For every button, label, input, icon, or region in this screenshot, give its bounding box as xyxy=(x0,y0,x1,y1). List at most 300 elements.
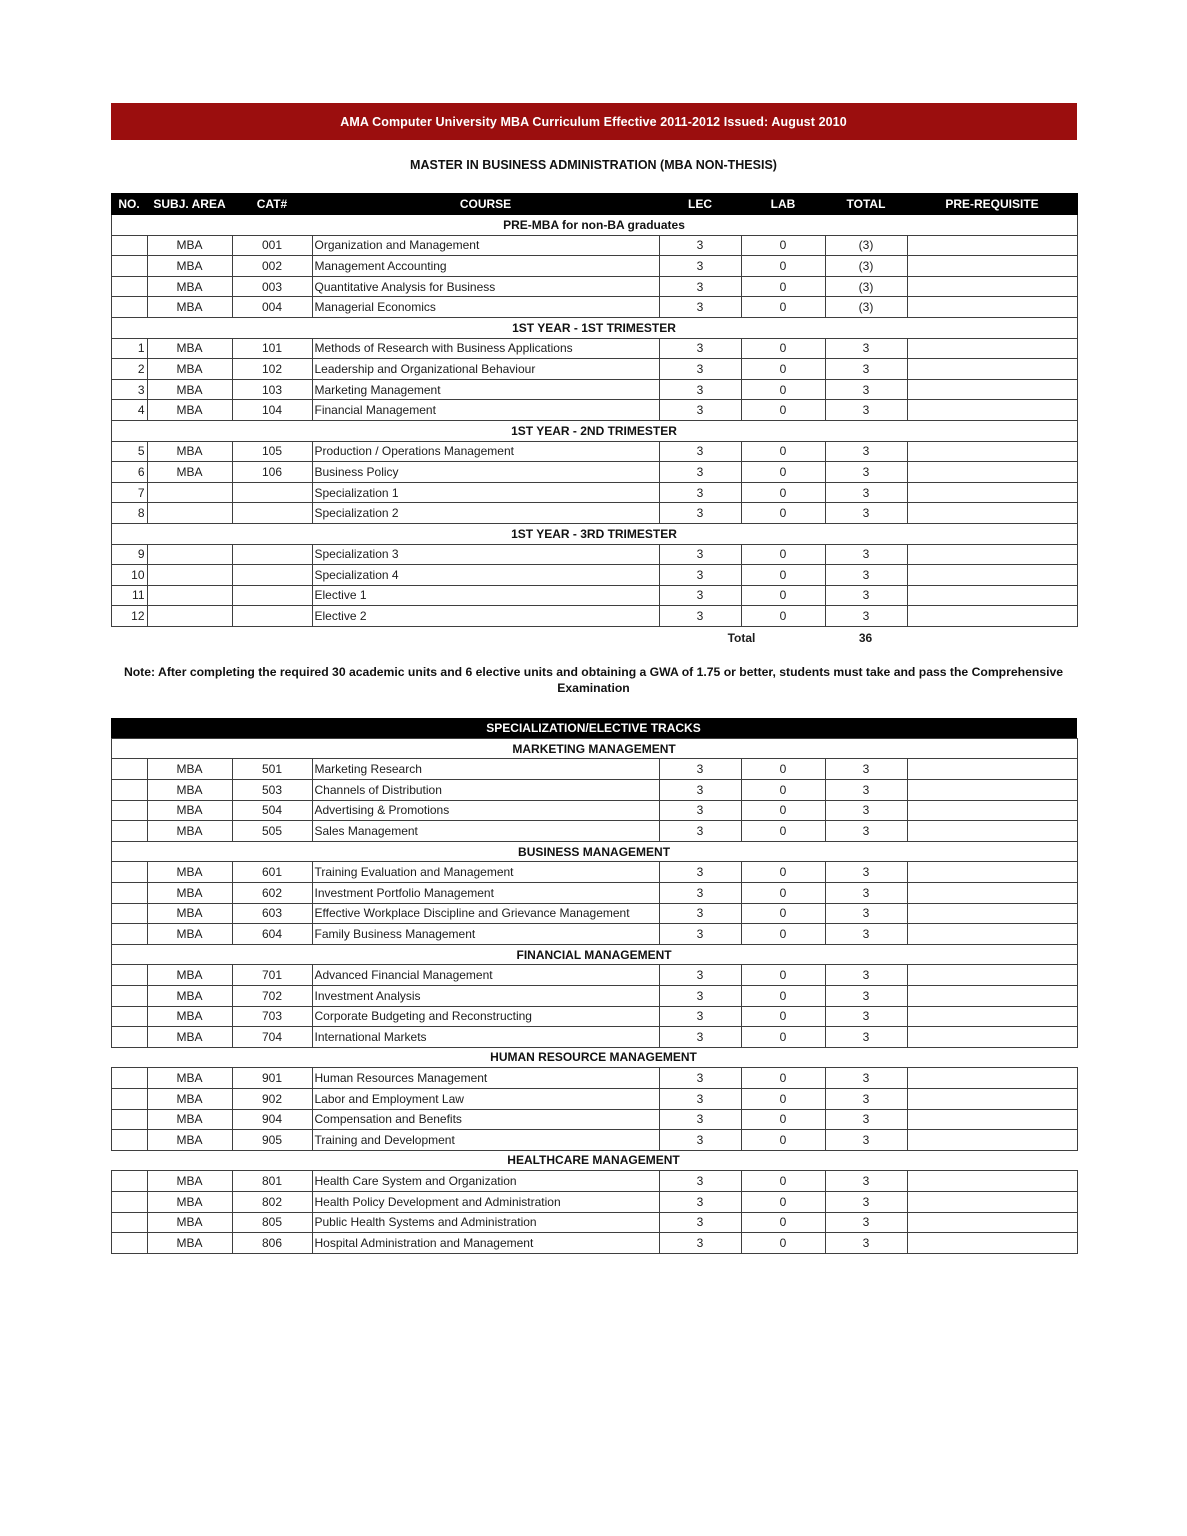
document-page xyxy=(111,0,1077,1254)
subj-area: MBA xyxy=(147,1006,232,1027)
course-name: Specialization 2 xyxy=(312,503,659,524)
prerequisite xyxy=(907,297,1077,318)
subj-area: MBA xyxy=(147,780,232,801)
total-units: 3 xyxy=(825,821,907,842)
subj-area: MBA xyxy=(147,862,232,883)
subj-area: MBA xyxy=(147,800,232,821)
curriculum-table xyxy=(111,193,1078,627)
cat-number: 501 xyxy=(232,759,312,780)
cat-number: 004 xyxy=(232,297,312,318)
tracks-table-main xyxy=(111,738,1078,1048)
prerequisite xyxy=(907,1212,1077,1233)
course-row xyxy=(111,297,1077,318)
lab-units: 0 xyxy=(741,256,825,277)
course-name: Corporate Budgeting and Reconstructing xyxy=(312,1006,659,1027)
lec-units: 3 xyxy=(659,1233,741,1254)
prerequisite xyxy=(907,565,1077,586)
lec-units: 3 xyxy=(659,276,741,297)
tracks-table-healthcare xyxy=(111,1170,1078,1253)
section-header: BUSINESS MANAGEMENT xyxy=(111,841,1077,862)
subj-area xyxy=(147,585,232,606)
column-header: CAT# xyxy=(232,194,312,215)
course-row xyxy=(111,482,1077,503)
total-units: 3 xyxy=(825,986,907,1007)
row-no: 6 xyxy=(111,462,147,483)
lec-units: 3 xyxy=(659,780,741,801)
section-header-row xyxy=(111,523,1077,544)
cat-number: 702 xyxy=(232,986,312,1007)
total-value: 36 xyxy=(858,630,873,645)
course-name: Public Health Systems and Administration xyxy=(312,1212,659,1233)
prerequisite xyxy=(907,482,1077,503)
subj-area xyxy=(147,565,232,586)
subj-area: MBA xyxy=(147,235,232,256)
prerequisite xyxy=(907,256,1077,277)
row-no: 1 xyxy=(111,338,147,359)
lec-units: 3 xyxy=(659,862,741,883)
lec-units: 3 xyxy=(659,482,741,503)
total-units: 3 xyxy=(825,1006,907,1027)
lec-units: 3 xyxy=(659,924,741,945)
row-no xyxy=(111,1088,147,1109)
course-name: Hospital Administration and Management xyxy=(312,1233,659,1254)
tracks-table-human-resource xyxy=(111,1067,1078,1150)
total-label: Total xyxy=(727,630,756,645)
course-name: Elective 1 xyxy=(312,585,659,606)
lec-units: 3 xyxy=(659,503,741,524)
subj-area: MBA xyxy=(147,1130,232,1151)
total-units: 3 xyxy=(825,759,907,780)
section-title-healthcare: HEALTHCARE MANAGEMENT xyxy=(507,1152,680,1167)
prerequisite xyxy=(907,883,1077,904)
prerequisite xyxy=(907,276,1077,297)
subj-area: MBA xyxy=(147,1191,232,1212)
cat-number xyxy=(232,565,312,586)
section-header-row xyxy=(111,215,1077,236)
course-name: Elective 2 xyxy=(312,606,659,627)
tracks-header-title: SPECIALIZATION/ELECTIVE TRACKS xyxy=(486,720,701,735)
course-name: Specialization 1 xyxy=(312,482,659,503)
lec-units: 3 xyxy=(659,565,741,586)
row-no xyxy=(111,965,147,986)
course-row xyxy=(111,1109,1077,1130)
cat-number: 805 xyxy=(232,1212,312,1233)
course-name: Managerial Economics xyxy=(312,297,659,318)
row-no xyxy=(111,862,147,883)
subj-area: MBA xyxy=(147,1027,232,1048)
total-units: 3 xyxy=(825,965,907,986)
cat-number: 103 xyxy=(232,379,312,400)
total-units: 3 xyxy=(825,1027,907,1048)
column-header: TOTAL xyxy=(825,194,907,215)
course-row xyxy=(111,585,1077,606)
lec-units: 3 xyxy=(659,903,741,924)
course-name: Methods of Research with Business Applications xyxy=(312,338,659,359)
lec-units: 3 xyxy=(659,379,741,400)
total-units: 3 xyxy=(825,1171,907,1192)
cat-number xyxy=(232,544,312,565)
prerequisite xyxy=(907,821,1077,842)
row-no xyxy=(111,297,147,318)
prerequisite xyxy=(907,1027,1077,1048)
subj-area: MBA xyxy=(147,1109,232,1130)
lab-units: 0 xyxy=(741,1006,825,1027)
row-no xyxy=(111,800,147,821)
course-name: Business Policy xyxy=(312,462,659,483)
prerequisite xyxy=(907,903,1077,924)
lab-units: 0 xyxy=(741,1130,825,1151)
lec-units: 3 xyxy=(659,585,741,606)
course-row xyxy=(111,903,1077,924)
prerequisite xyxy=(907,1130,1077,1151)
lab-units: 0 xyxy=(741,1191,825,1212)
section-header-row xyxy=(111,420,1077,441)
row-no xyxy=(111,1212,147,1233)
prerequisite xyxy=(907,800,1077,821)
total-units: 3 xyxy=(825,1233,907,1254)
subj-area: MBA xyxy=(147,903,232,924)
cat-number: 703 xyxy=(232,1006,312,1027)
lab-units: 0 xyxy=(741,441,825,462)
lab-units: 0 xyxy=(741,462,825,483)
lec-units: 3 xyxy=(659,965,741,986)
prerequisite xyxy=(907,780,1077,801)
lab-units: 0 xyxy=(741,379,825,400)
lab-units: 0 xyxy=(741,235,825,256)
course-row xyxy=(111,883,1077,904)
section-title-human-resource: HUMAN RESOURCE MANAGEMENT xyxy=(490,1049,697,1064)
course-name: Channels of Distribution xyxy=(312,780,659,801)
cat-number: 102 xyxy=(232,359,312,380)
course-name: Specialization 3 xyxy=(312,544,659,565)
course-row xyxy=(111,1233,1077,1254)
prerequisite xyxy=(907,606,1077,627)
course-row xyxy=(111,821,1077,842)
course-name: Sales Management xyxy=(312,821,659,842)
subj-area: MBA xyxy=(147,924,232,945)
cat-number xyxy=(232,503,312,524)
lab-units: 0 xyxy=(741,965,825,986)
row-no xyxy=(111,1233,147,1254)
row-no xyxy=(111,1006,147,1027)
course-name: Training and Development xyxy=(312,1130,659,1151)
course-name: Leadership and Organizational Behaviour xyxy=(312,359,659,380)
cat-number: 001 xyxy=(232,235,312,256)
cat-number: 503 xyxy=(232,780,312,801)
course-row xyxy=(111,1171,1077,1192)
lec-units: 3 xyxy=(659,986,741,1007)
section-header: FINANCIAL MANAGEMENT xyxy=(111,944,1077,965)
lab-units: 0 xyxy=(741,759,825,780)
lec-units: 3 xyxy=(659,338,741,359)
total-units: 3 xyxy=(825,565,907,586)
prerequisite xyxy=(907,462,1077,483)
lec-units: 3 xyxy=(659,759,741,780)
subj-area: MBA xyxy=(147,256,232,277)
lab-units: 0 xyxy=(741,1233,825,1254)
lec-units: 3 xyxy=(659,606,741,627)
total-units: 3 xyxy=(825,606,907,627)
course-name: Advertising & Promotions xyxy=(312,800,659,821)
cat-number: 701 xyxy=(232,965,312,986)
course-row xyxy=(111,986,1077,1007)
cat-number xyxy=(232,585,312,606)
row-no xyxy=(111,276,147,297)
prerequisite xyxy=(907,965,1077,986)
row-no: 2 xyxy=(111,359,147,380)
row-no xyxy=(111,821,147,842)
total-units: (3) xyxy=(825,235,907,256)
cat-number: 104 xyxy=(232,400,312,421)
course-row xyxy=(111,503,1077,524)
prerequisite xyxy=(907,1088,1077,1109)
course-row xyxy=(111,276,1077,297)
cat-number: 905 xyxy=(232,1130,312,1151)
lab-units: 0 xyxy=(741,585,825,606)
row-no: 9 xyxy=(111,544,147,565)
row-no xyxy=(111,1191,147,1212)
prerequisite xyxy=(907,441,1077,462)
section-header-row xyxy=(111,738,1077,759)
lab-units: 0 xyxy=(741,924,825,945)
cat-number xyxy=(232,606,312,627)
course-row xyxy=(111,1088,1077,1109)
course-name: Labor and Employment Law xyxy=(312,1088,659,1109)
course-row xyxy=(111,462,1077,483)
prerequisite xyxy=(907,400,1077,421)
row-no: 7 xyxy=(111,482,147,503)
lab-units: 0 xyxy=(741,606,825,627)
course-name: Human Resources Management xyxy=(312,1068,659,1089)
course-row xyxy=(111,338,1077,359)
row-no xyxy=(111,1027,147,1048)
section-header-row xyxy=(111,317,1077,338)
row-no xyxy=(111,759,147,780)
column-header: LAB xyxy=(741,194,825,215)
lab-units: 0 xyxy=(741,400,825,421)
course-row xyxy=(111,565,1077,586)
prerequisite xyxy=(907,986,1077,1007)
lec-units: 3 xyxy=(659,821,741,842)
section-header: MARKETING MANAGEMENT xyxy=(111,738,1077,759)
prerequisite xyxy=(907,379,1077,400)
prerequisite xyxy=(907,924,1077,945)
lec-units: 3 xyxy=(659,1027,741,1048)
cat-number: 003 xyxy=(232,276,312,297)
row-no xyxy=(111,1130,147,1151)
course-name: Health Care System and Organization xyxy=(312,1171,659,1192)
total-units: 3 xyxy=(825,441,907,462)
row-no xyxy=(111,924,147,945)
lab-units: 0 xyxy=(741,903,825,924)
course-name: Specialization 4 xyxy=(312,565,659,586)
cat-number: 002 xyxy=(232,256,312,277)
cat-number: 802 xyxy=(232,1191,312,1212)
course-name: Management Accounting xyxy=(312,256,659,277)
cat-number xyxy=(232,482,312,503)
lec-units: 3 xyxy=(659,1088,741,1109)
lab-units: 0 xyxy=(741,780,825,801)
total-units: 3 xyxy=(825,1088,907,1109)
lec-units: 3 xyxy=(659,359,741,380)
lec-units: 3 xyxy=(659,441,741,462)
lec-units: 3 xyxy=(659,1171,741,1192)
column-header-row xyxy=(111,194,1077,215)
subj-area: MBA xyxy=(147,1212,232,1233)
lec-units: 3 xyxy=(659,883,741,904)
row-no: 11 xyxy=(111,585,147,606)
lab-units: 0 xyxy=(741,1088,825,1109)
course-row xyxy=(111,359,1077,380)
row-no xyxy=(111,256,147,277)
subj-area: MBA xyxy=(147,883,232,904)
course-name: Financial Management xyxy=(312,400,659,421)
course-name: Production / Operations Management xyxy=(312,441,659,462)
cat-number: 603 xyxy=(232,903,312,924)
course-row xyxy=(111,379,1077,400)
row-no xyxy=(111,986,147,1007)
subj-area: MBA xyxy=(147,1088,232,1109)
course-row xyxy=(111,1212,1077,1233)
lab-units: 0 xyxy=(741,862,825,883)
course-row xyxy=(111,965,1077,986)
course-row xyxy=(111,800,1077,821)
total-units: 3 xyxy=(825,379,907,400)
row-no: 4 xyxy=(111,400,147,421)
prerequisite xyxy=(907,759,1077,780)
subj-area: MBA xyxy=(147,276,232,297)
prerequisite xyxy=(907,1006,1077,1027)
subj-area: MBA xyxy=(147,1171,232,1192)
row-no xyxy=(111,780,147,801)
lab-units: 0 xyxy=(741,1068,825,1089)
subj-area: MBA xyxy=(147,297,232,318)
total-units: 3 xyxy=(825,338,907,359)
prerequisite xyxy=(907,1191,1077,1212)
section-header: 1ST YEAR - 3RD TRIMESTER xyxy=(111,523,1077,544)
cat-number: 601 xyxy=(232,862,312,883)
banner xyxy=(111,103,1077,140)
course-row xyxy=(111,400,1077,421)
section-header: 1ST YEAR - 1ST TRIMESTER xyxy=(111,317,1077,338)
course-name: Compensation and Benefits xyxy=(312,1109,659,1130)
lab-units: 0 xyxy=(741,821,825,842)
prerequisite xyxy=(907,585,1077,606)
lec-units: 3 xyxy=(659,1191,741,1212)
cat-number: 505 xyxy=(232,821,312,842)
total-units: 3 xyxy=(825,903,907,924)
course-row xyxy=(111,1027,1077,1048)
cat-number: 904 xyxy=(232,1109,312,1130)
note-line-2: Examination xyxy=(557,681,630,696)
prerequisite xyxy=(907,544,1077,565)
lab-units: 0 xyxy=(741,544,825,565)
lab-units: 0 xyxy=(741,883,825,904)
course-name: Health Policy Development and Administration xyxy=(312,1191,659,1212)
course-row xyxy=(111,544,1077,565)
prerequisite xyxy=(907,1233,1077,1254)
total-units: 3 xyxy=(825,1130,907,1151)
total-units: 3 xyxy=(825,359,907,380)
note xyxy=(111,664,1077,697)
course-row xyxy=(111,235,1077,256)
lec-units: 3 xyxy=(659,400,741,421)
section-header-row xyxy=(111,841,1077,862)
column-header: PRE-REQUISITE xyxy=(907,194,1077,215)
lec-units: 3 xyxy=(659,1109,741,1130)
lab-units: 0 xyxy=(741,359,825,380)
row-no xyxy=(111,1068,147,1089)
subj-area: MBA xyxy=(147,1233,232,1254)
prerequisite xyxy=(907,1109,1077,1130)
course-name: Marketing Research xyxy=(312,759,659,780)
column-header: LEC xyxy=(659,194,741,215)
lab-units: 0 xyxy=(741,986,825,1007)
page-title: MASTER IN BUSINESS ADMINISTRATION (MBA NON-THESIS) xyxy=(410,158,777,172)
row-no: 12 xyxy=(111,606,147,627)
subj-area xyxy=(147,606,232,627)
lec-units: 3 xyxy=(659,800,741,821)
row-no xyxy=(111,903,147,924)
course-name: Marketing Management xyxy=(312,379,659,400)
cat-number: 806 xyxy=(232,1233,312,1254)
course-row xyxy=(111,759,1077,780)
prerequisite xyxy=(907,235,1077,256)
course-row xyxy=(111,1191,1077,1212)
subj-area xyxy=(147,503,232,524)
lab-units: 0 xyxy=(741,482,825,503)
subj-area: MBA xyxy=(147,379,232,400)
section-header: PRE-MBA for non-BA graduates xyxy=(111,215,1077,236)
cat-number: 704 xyxy=(232,1027,312,1048)
course-row xyxy=(111,924,1077,945)
row-no xyxy=(111,1109,147,1130)
subj-area xyxy=(147,544,232,565)
total-units: 3 xyxy=(825,462,907,483)
lab-units: 0 xyxy=(741,1171,825,1192)
row-no: 3 xyxy=(111,379,147,400)
lab-units: 0 xyxy=(741,276,825,297)
section-header: 1ST YEAR - 2ND TRIMESTER xyxy=(111,420,1077,441)
lab-units: 0 xyxy=(741,1212,825,1233)
course-row xyxy=(111,1006,1077,1027)
lec-units: 3 xyxy=(659,1212,741,1233)
subj-area: MBA xyxy=(147,400,232,421)
cat-number: 101 xyxy=(232,338,312,359)
subj-area: MBA xyxy=(147,359,232,380)
course-row xyxy=(111,1130,1077,1151)
subj-area: MBA xyxy=(147,441,232,462)
prerequisite xyxy=(907,1171,1077,1192)
lec-units: 3 xyxy=(659,297,741,318)
cat-number: 801 xyxy=(232,1171,312,1192)
lab-units: 0 xyxy=(741,503,825,524)
lec-units: 3 xyxy=(659,235,741,256)
note-line-1: Note: After completing the required 30 academic units and 6 elective units and obtaining a GWA of 1.75 or better, students must take and pass the Comprehensive xyxy=(123,664,1064,679)
course-row xyxy=(111,862,1077,883)
course-row xyxy=(111,1068,1077,1089)
course-name: International Markets xyxy=(312,1027,659,1048)
course-row xyxy=(111,606,1077,627)
cat-number: 901 xyxy=(232,1068,312,1089)
total-units: 3 xyxy=(825,780,907,801)
course-name: Effective Workplace Discipline and Grievance Management xyxy=(312,903,659,924)
lab-units: 0 xyxy=(741,297,825,318)
row-no xyxy=(111,235,147,256)
lab-units: 0 xyxy=(741,338,825,359)
subj-area: MBA xyxy=(147,1068,232,1089)
banner-title: AMA Computer University MBA Curriculum Effective 2011-2012 Issued: August 2010 xyxy=(340,114,847,129)
